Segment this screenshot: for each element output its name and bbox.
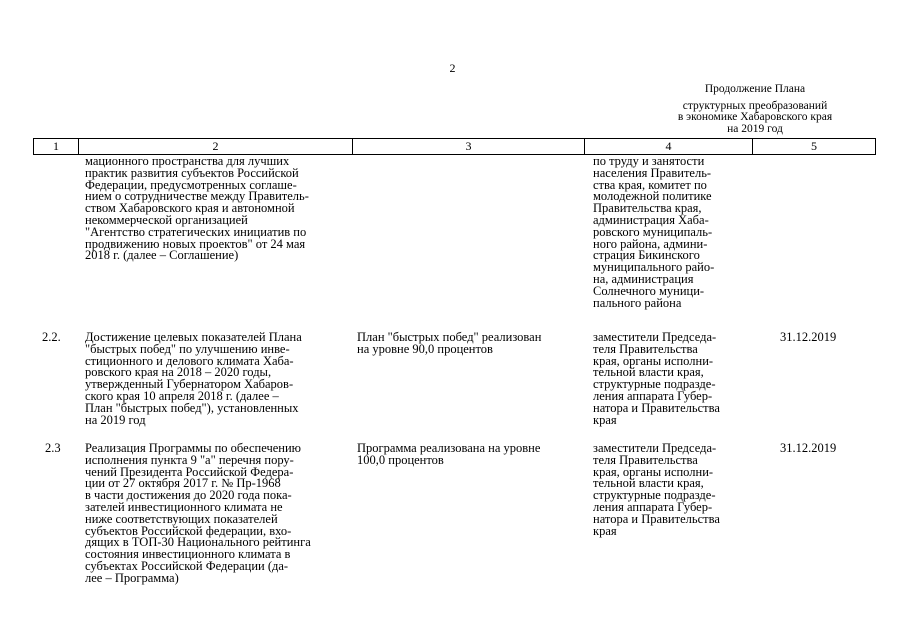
column-number-header <box>33 138 876 155</box>
row-1-description: мационного пространства для лучших практик развития субъектов Российской Федерации, предусмотренных соглаше- нием о сотрудничестве между Правитель- ством Хабаровского края и автономной некоммерческой организацией "Агентство стратегических инициатив по продвижению новых проектов" от 24 мая 2018 г. (далее – Соглашение) <box>85 154 309 263</box>
continuation-heading <box>640 84 870 135</box>
heading-line-2: структурных преобразований <box>682 99 828 112</box>
row-2-description: Достижение целевых показателей Плана "быстрых побед" по улучшению инве- стиционного и делового климата Хаба- ровского края на 2018 – 2020 годы, утвержденный Губернатором Хабаров- ского края 10 апреля 2018 г. (далее – План "быстрых побед"), установленных на 2019 год <box>85 330 302 427</box>
heading-line-3: в экономике Хабаровского края <box>677 111 833 123</box>
column-header-2: 2 <box>79 139 353 155</box>
column-header-1: 1 <box>34 139 79 155</box>
page-number: 2 <box>449 61 456 75</box>
heading-line-4: на 2019 год <box>727 122 783 135</box>
row-2-result: План "быстрых побед" реализован на уровне 90,0 процентов <box>357 330 542 356</box>
column-header-4: 4 <box>585 139 753 155</box>
row-3-responsible: заместители Председа- теля Правительства края, органы исполни- тельной власти края, структурные подразде- ления аппарата Губер- натора и Правительства края <box>593 441 720 538</box>
row-2-number: 2.2. <box>42 330 61 344</box>
heading-line-1: Продолжение Плана <box>704 83 806 95</box>
row-3-date: 31.12.2019 <box>780 441 837 455</box>
row-2-date: 31.12.2019 <box>780 330 837 344</box>
row-1-responsible: по труду и занятости населения Правитель- ства края, комитет по молодежной политике Правительства края, администрация Хаба- ровского муниципаль- ного района, админи- страция Бикинского муниципального райо- на, администрация Солнечного муници- пального района <box>593 154 715 310</box>
column-header-3: 3 <box>353 139 585 155</box>
row-2-responsible: заместители Председа- теля Правительства края, органы исполни- тельной власти края, структурные подразде- ления аппарата Губер- натора и Правительства края <box>593 330 720 427</box>
column-header-5: 5 <box>753 139 876 155</box>
row-3-number: 2.3 <box>45 441 61 455</box>
row-3-description: Реализация Программы по обеспечению исполнения пункта 9 "а" перечня пору- чений Президента Российской Федера- ции от 27 октября 2017 г. № Пр-1968 в части достижения до 2020 года пока- зателей инвестиционного климата не ниже соответствующих показателей субъектов Российской федерации, вхо- дящих в ТОП-30 Национального рейтинга состояния инвестиционного климата в субъектах Российской Федерации (да- лее – Программа) <box>85 441 311 585</box>
row-3-result: Программа реализована на уровне 100,0 процентов <box>357 441 541 467</box>
